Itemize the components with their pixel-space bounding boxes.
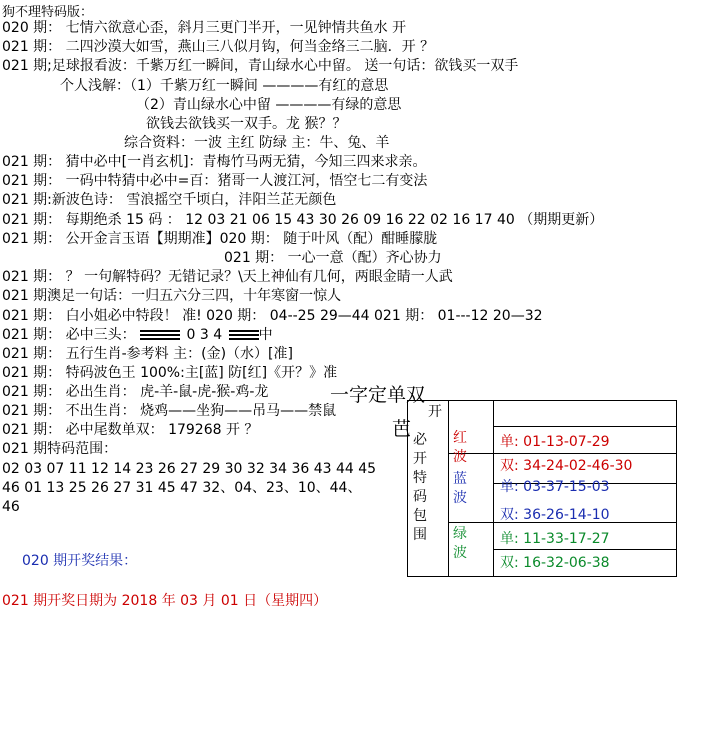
blue-wave-label: 蓝波 (453, 471, 467, 506)
blue-odd-values: 03-37-15-03 (523, 479, 610, 495)
line-must-zodiac: 021 期： 必出生肖： 虎-羊-鼠-虎-猴-鸡-龙 (2, 384, 269, 400)
page-header: 狗不理特码版： (2, 5, 94, 20)
red-wave-label: 红波 (453, 430, 467, 465)
line-range-1: 02 03 07 11 12 14 23 26 27 29 30 32 34 36 43 44 45 (2, 461, 377, 477)
line-tail-number: 021 期： 必中尾数单双： 179268 开 ？ (2, 422, 259, 438)
blue-odd-key: 单: (500, 479, 519, 495)
line-summary: 综合资料：一波 主红 防绿 主：牛、兔、羊 (124, 135, 390, 151)
line-golden-words: 021 期： 公开金言玉语【期期准】020 期： 随于叶风（配）酣睡朦胧 (2, 231, 438, 247)
wave-table (407, 400, 677, 577)
line-golden-words-2: 021 期： 一心一意（配）齐心协力 (224, 250, 442, 266)
green-even-row (500, 552, 610, 572)
box-top-stub: 开 (428, 404, 442, 420)
line-explain-title: 个人浅解：（1）千紫万红一瞬间 ————有红的意思 (60, 78, 389, 94)
red-even-values: 34-24-02-46-30 (523, 458, 633, 474)
blue-even-row (500, 504, 610, 524)
box-left-vertical: 必开特码包围 (413, 432, 427, 543)
line-range-title: 021 期特码范围： (2, 441, 118, 457)
results-title: 020 期开奖结果： (22, 553, 138, 569)
line-wave-poem: 021 期:新波色诗： 雪浪摇空千顷白，沣阳兰芷无颜色 (2, 192, 337, 208)
three-heads-label: 必中三头： (65, 327, 136, 343)
red-odd-key: 单: (500, 434, 519, 450)
line-explain-3: 欲钱去欲钱买一双手。龙 猴？？ (146, 116, 347, 132)
line-range-3: 46 (2, 499, 20, 515)
line-one-code: 021 期： 一码中特猜中必中=百：猪哥一人渡江河，悟空七二有变法 (2, 173, 428, 189)
line-white-lady: 021 期： 白小姐必中特段！ 准! 020 期： 04--25 29—44 021 期： 01---12 20—32 (2, 308, 543, 324)
red-odd-row (500, 431, 610, 451)
next-draw-date: 021 期开奖日期为 2018 年 03 月 01 日（星期四） (2, 593, 328, 609)
blue-odd-row (500, 476, 610, 496)
line-aus-football: 021 期澳足一句话：一归五六分三四，十年寒窗一惊人 (2, 288, 342, 304)
line-prefix: 021 期： (2, 327, 62, 343)
three-heads-value: 0 3 4 (186, 327, 223, 343)
triple-bar-icon (140, 329, 180, 341)
green-even-values: 16-32-06-38 (523, 555, 610, 571)
blue-even-values: 36-26-14-10 (523, 507, 610, 523)
red-even-row (500, 455, 632, 475)
green-odd-key: 单: (500, 531, 519, 547)
line-five-elements: 021 期： 五行生肖-参考料 主：(金)（水）[准] (2, 346, 293, 362)
line-wave-king: 021 期： 特码波色王 100%:主[蓝] 防[红]《开？》准 (2, 365, 338, 381)
line-not-zodiac: 021 期： 不出生肖： 烧鸡——坐狗——吊马——禁鼠 (2, 403, 337, 419)
green-odd-row (500, 528, 610, 548)
box-overlay-char: 芭 (392, 418, 412, 440)
line-guess-zodiac: 021 期： 猜中必中[一肖玄机]：青梅竹马两无猜，今知三四来求亲。 (2, 154, 427, 170)
line-three-heads (2, 327, 273, 344)
line-021-poem: 021 期： 二四沙漠大如雪，燕山三八似月钩，何当金络三二脑．开 ？ (2, 39, 435, 55)
line-one-sentence: 021 期： ？ 一句解特码？无错记录？\天上神仙有几何，两眼金睛一人武 (2, 269, 453, 285)
blue-even-key: 双: (500, 507, 519, 523)
green-wave-label: 绿波 (453, 526, 467, 561)
red-even-key: 双: (500, 458, 519, 474)
red-odd-values: 01-13-07-29 (523, 434, 610, 450)
green-odd-values: 11-33-17-27 (523, 531, 610, 547)
line-kill-15: 021 期： 每期绝杀 15 码 ： 12 03 21 06 15 43 30 26 09 16 22 02 16 17 40 （期期更新） (2, 212, 604, 228)
line-020-poem: 020 期： 七情六欲意心歪，斜月三更门半开，一见钟情共鱼水 开 (2, 20, 407, 36)
line-explain-2: （2）青山绿水心中留 ————有绿的意思 (136, 97, 402, 113)
three-heads-suffix: 中 (258, 327, 273, 343)
box-overlay-title: 一字定单双 (330, 384, 426, 406)
line-football: 021 期;足球报看波：千紫万红一瞬间，青山绿水心中留。 送一句话：欲钱买一双手 (2, 58, 519, 74)
triple-bar-icon (229, 329, 259, 341)
line-range-2: 46 01 13 25 26 27 31 45 47 32、04、23、10、44、 (2, 480, 362, 496)
green-even-key: 双: (500, 555, 519, 571)
